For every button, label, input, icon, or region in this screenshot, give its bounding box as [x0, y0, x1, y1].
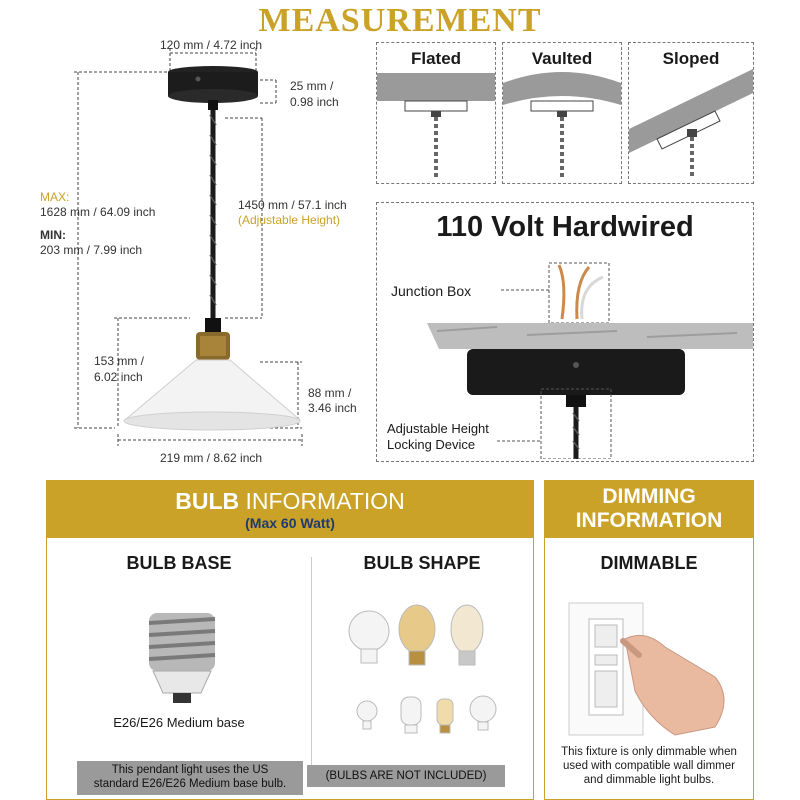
sloped-ceiling-icon	[629, 69, 753, 179]
dimming-info-section	[544, 480, 754, 800]
bulb-base-note-1: This pendant light uses the US	[111, 764, 269, 776]
dimming-header	[545, 481, 753, 538]
hardwired-panel	[376, 202, 754, 462]
ceiling-sloped-panel	[628, 42, 754, 184]
flat-ceiling-icon	[377, 69, 495, 179]
canopy-width-label: 120 mm / 4.72 inch	[160, 38, 263, 52]
max-value: 1628 mm / 64.09 inch	[40, 205, 156, 219]
dimming-heading-2: INFORMATION	[575, 509, 723, 532]
wall-dimmer-icon	[565, 599, 735, 739]
dimming-note-1: This fixture is only dimmable when	[561, 746, 737, 758]
bulbs-not-included-note: (BULBS ARE NOT INCLUDED)	[307, 765, 505, 787]
bulb-base-caption: E26/E26 Medium base	[113, 715, 245, 730]
ceiling-flat-panel	[376, 42, 496, 184]
shade-total-label-b: 6.02 inch	[94, 370, 143, 384]
canopy-height-label-a: 25 mm /	[290, 79, 334, 93]
shade-height-label-b: 3.46 inch	[308, 401, 357, 415]
min-value: 203 mm / 7.99 inch	[40, 243, 143, 257]
bulb-info-header	[47, 481, 533, 538]
ceiling-flat-label: Flated	[410, 49, 462, 68]
min-label: MIN:	[40, 228, 66, 242]
ceiling-vaulted-label: Vaulted	[531, 49, 593, 68]
locking-label-2: Locking Device	[387, 437, 476, 452]
bulb-base-note	[77, 761, 303, 795]
locking-label-1: Adjustable Height	[387, 421, 489, 436]
dimming-heading-1: DIMMING	[602, 485, 696, 508]
shade-total-label-a: 153 mm /	[94, 354, 145, 368]
bulb-shapes-icon	[347, 603, 507, 753]
ceiling-vaulted-panel	[502, 42, 622, 184]
shade-width-label: 219 mm / 8.62 inch	[160, 451, 263, 465]
dimming-note-3: and dimmable light bulbs.	[583, 774, 715, 786]
hardwired-title: 110 Volt Hardwired	[436, 211, 694, 243]
dimming-note	[551, 745, 747, 787]
bulb-heading-sub: (Max 60 Watt)	[245, 515, 335, 531]
bulb-heading-rest: INFORMATION	[239, 488, 405, 514]
bulb-divider	[311, 557, 312, 783]
dimmable-title: DIMMABLE	[600, 553, 698, 573]
max-label: MAX:	[40, 190, 70, 204]
cord-adjustable-label: (Adjustable Height)	[238, 213, 341, 227]
bulb-base-note-2: standard E26/E26 Medium base bulb.	[93, 778, 287, 790]
bulb-base-title: BULB BASE	[126, 553, 232, 573]
canopy-height-label-b: 0.98 inch	[290, 95, 339, 109]
junction-box-label: Junction Box	[391, 283, 472, 299]
page-title: MEASUREMENT	[258, 2, 542, 39]
bulb-shape-title: BULB SHAPE	[363, 553, 481, 573]
bulb-info-section	[46, 480, 534, 800]
bulb-heading-bold: BULB	[175, 488, 240, 514]
shade-height-label-a: 88 mm /	[308, 386, 352, 400]
vaulted-ceiling-icon	[503, 69, 621, 179]
cord-length-label: 1450 mm / 57.1 inch	[238, 198, 347, 212]
e26-bulb-base-icon	[139, 609, 225, 709]
dimming-note-2: used with compatible wall dimmer	[563, 760, 735, 772]
ceiling-sloped-label: Sloped	[662, 49, 720, 68]
